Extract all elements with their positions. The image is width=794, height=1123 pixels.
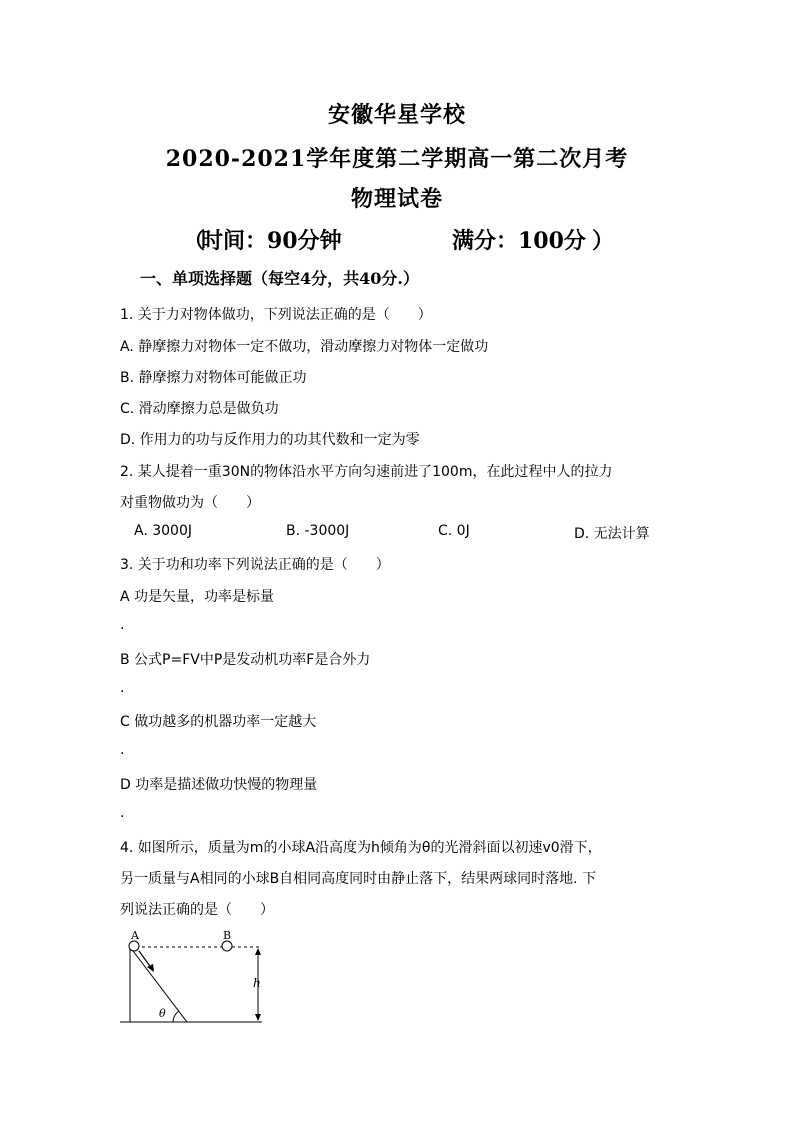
q4-stem-line3: 列说法正确的是（ ） bbox=[120, 902, 274, 918]
q2-option-a: A. 3000J bbox=[134, 523, 192, 539]
exam-title: 2020-2021学年度第二学期高一第二次月考 bbox=[165, 146, 629, 172]
height-arrow-up bbox=[255, 948, 261, 955]
q3-option-c: C 做功越多的机器功率一定越大 bbox=[120, 714, 317, 730]
q3-stem: 3. 关于功和功率下列说法正确的是（ ） bbox=[120, 557, 390, 573]
q1-option-c: C. 滑动摩擦力总是做负功 bbox=[120, 401, 279, 417]
label-a: A bbox=[131, 929, 139, 942]
ball-a bbox=[129, 941, 139, 951]
q2-option-d: D. 无法计算 bbox=[574, 526, 650, 542]
time-label: 时间：90分钟 bbox=[201, 228, 342, 254]
section-heading: 一、单项选择题（每空4分，共40分.） bbox=[140, 269, 419, 288]
q2-option-b: B. -3000J bbox=[286, 523, 350, 539]
school-title: 安徽华星学校 bbox=[327, 102, 466, 128]
label-theta: θ bbox=[159, 1007, 166, 1020]
label-h: h bbox=[253, 976, 261, 990]
q3-dot-a: . bbox=[120, 617, 125, 633]
q1-stem: 1. 关于力对物体做功，下列说法正确的是（ ） bbox=[120, 307, 432, 323]
q4-stem-line2: 另一质量与A相同的小球B自相同高度同时由静止落下，结果两球同时落地. 下 bbox=[120, 871, 597, 887]
paren-left: （ bbox=[183, 228, 206, 254]
q2-option-c: C. 0J bbox=[438, 523, 470, 539]
q3-option-d: D 功率是描述做功快慢的物理量 bbox=[120, 777, 318, 793]
paren-right: ） bbox=[592, 228, 615, 254]
q3-option-a: A 功是矢量，功率是标量 bbox=[120, 589, 275, 605]
label-b: B bbox=[223, 929, 232, 942]
q3-dot-b: . bbox=[120, 680, 125, 696]
q2-stem-line2: 对重物做功为（ ） bbox=[120, 495, 260, 511]
q3-dot-d: . bbox=[120, 805, 125, 821]
incline-figure bbox=[110, 925, 280, 1030]
height-arrow-down bbox=[255, 1014, 261, 1021]
q1-option-d: D. 作用力的功与反作用力的功其代数和一定为零 bbox=[120, 432, 420, 448]
subject-title: 物理试卷 bbox=[350, 186, 443, 212]
q4-stem-line1: 4. 如图所示，质量为m的小球A沿高度为h倾角为θ的光滑斜面以初速v0滑下， bbox=[120, 840, 602, 856]
score-label: 满分：100分 bbox=[452, 228, 586, 254]
angle-arc bbox=[173, 1011, 179, 1022]
q3-option-b: B 公式P=FV中P是发动机功率F是合外力 bbox=[120, 652, 371, 668]
q1-option-b: B. 静摩擦力对物体可能做正功 bbox=[120, 370, 307, 386]
q3-dot-c: . bbox=[120, 742, 125, 758]
ball-b bbox=[222, 941, 232, 951]
q1-option-a: A. 静摩擦力对物体一定不做功，滑动摩擦力对物体一定做功 bbox=[120, 339, 489, 355]
q2-stem-line1: 2. 某人提着一重30N的物体沿水平方向匀速前进了100m，在此过程中人的拉力 bbox=[120, 464, 613, 480]
